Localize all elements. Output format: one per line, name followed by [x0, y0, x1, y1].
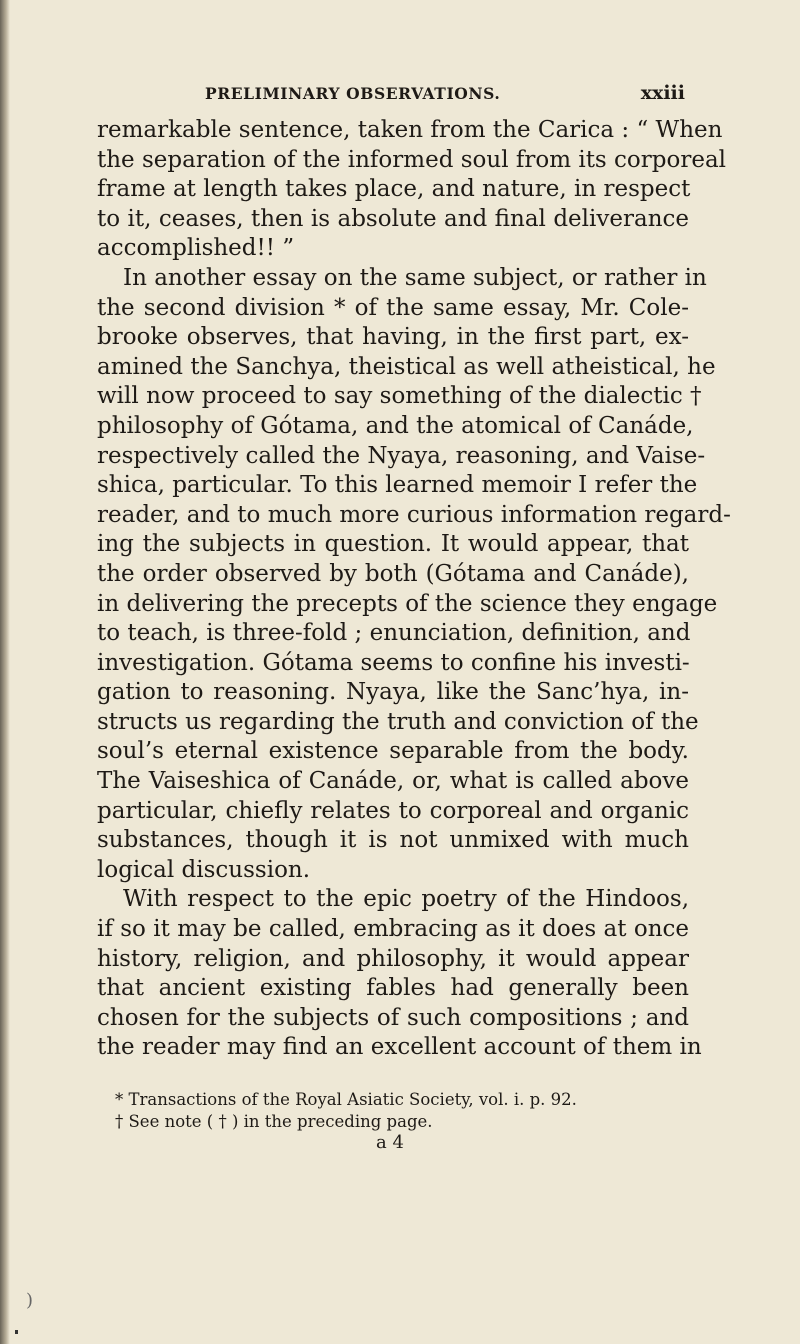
text-line: With respect to the epic poetry of the Hindoos,	[123, 886, 689, 913]
text-line: structs us regarding the truth and conviction of the	[97, 708, 699, 735]
text-line: the separation of the informed soul from its corporeal	[97, 146, 727, 173]
page-number: xxiii	[640, 82, 685, 104]
text-line: soul’s eternal existence separable from the body.	[97, 738, 689, 765]
text-line: the second division * of the same essay, Mr. Cole-	[97, 294, 689, 321]
margin-dot	[15, 1330, 18, 1334]
text-line: in delivering the precepts of the science they engage	[97, 590, 718, 617]
text-line: gation to reasoning. Nyaya, like the Sanc’hya, in-	[97, 679, 689, 706]
text-line: to teach, is three-fold ; enunciation, definition, and	[97, 620, 691, 647]
text-line: The Vaiseshica of Canáde, or, what is called above	[97, 768, 689, 795]
text-line: investigation. Gótama seems to confine his investi-	[97, 649, 690, 676]
footnote: † See note ( † ) in the preceding page.	[115, 1112, 433, 1131]
text-line: shica, particular. To this learned memoir I refer the	[97, 472, 698, 499]
text-line: chosen for the subjects of such compositions ; and	[97, 1004, 689, 1031]
text-line: frame at length takes place, and nature, in respect	[97, 176, 691, 203]
text-line: ing the subjects in question. It would appear, that	[97, 531, 689, 558]
text-line: the reader may find an excellent account of them in	[97, 1034, 702, 1061]
text-line: if so it may be called, embracing as it does at once	[97, 916, 689, 943]
footnotes	[97, 1089, 689, 1133]
running-head: PRELIMINARY OBSERVATIONS.	[205, 84, 501, 103]
text-line: philosophy of Gótama, and the atomical of Canáde,	[97, 412, 694, 439]
text-line: respectively called the Nyaya, reasoning, and Vaise-	[97, 442, 706, 469]
text-line: will now proceed to say something of the dialectic †	[97, 383, 702, 410]
text-line: accomplished!! ”	[97, 235, 295, 262]
footnote: * Transactions of the Royal Asiatic Society, vol. i. p. 92.	[115, 1090, 577, 1109]
text-line: the order observed by both (Gótama and Canáde),	[97, 560, 689, 587]
text-line: brooke observes, that having, in the first part, ex-	[97, 324, 689, 351]
margin-mark: )	[26, 1290, 34, 1311]
text-line: In another essay on the same subject, or rather in	[123, 264, 707, 291]
text-line: that ancient existing fables had generally been	[97, 975, 689, 1002]
text-line: amined the Sanchya, theistical as well atheistical, he	[97, 353, 716, 380]
text-line: remarkable sentence, taken from the Carica : “ When	[97, 117, 723, 143]
text-line: substances, though it is not unmixed with much	[97, 827, 689, 854]
text-line: to it, ceases, then is absolute and final deliverance	[97, 205, 689, 232]
text-line: particular, chiefly relates to corporeal and organic	[97, 797, 689, 824]
page-header	[205, 82, 685, 110]
signature-mark: a 4	[376, 1132, 404, 1153]
text-line: history, religion, and philosophy, it would appear	[97, 945, 689, 972]
body-text	[97, 116, 731, 1063]
text-line: reader, and to much more curious information regard-	[97, 501, 731, 528]
text-line: logical discussion.	[97, 856, 311, 883]
